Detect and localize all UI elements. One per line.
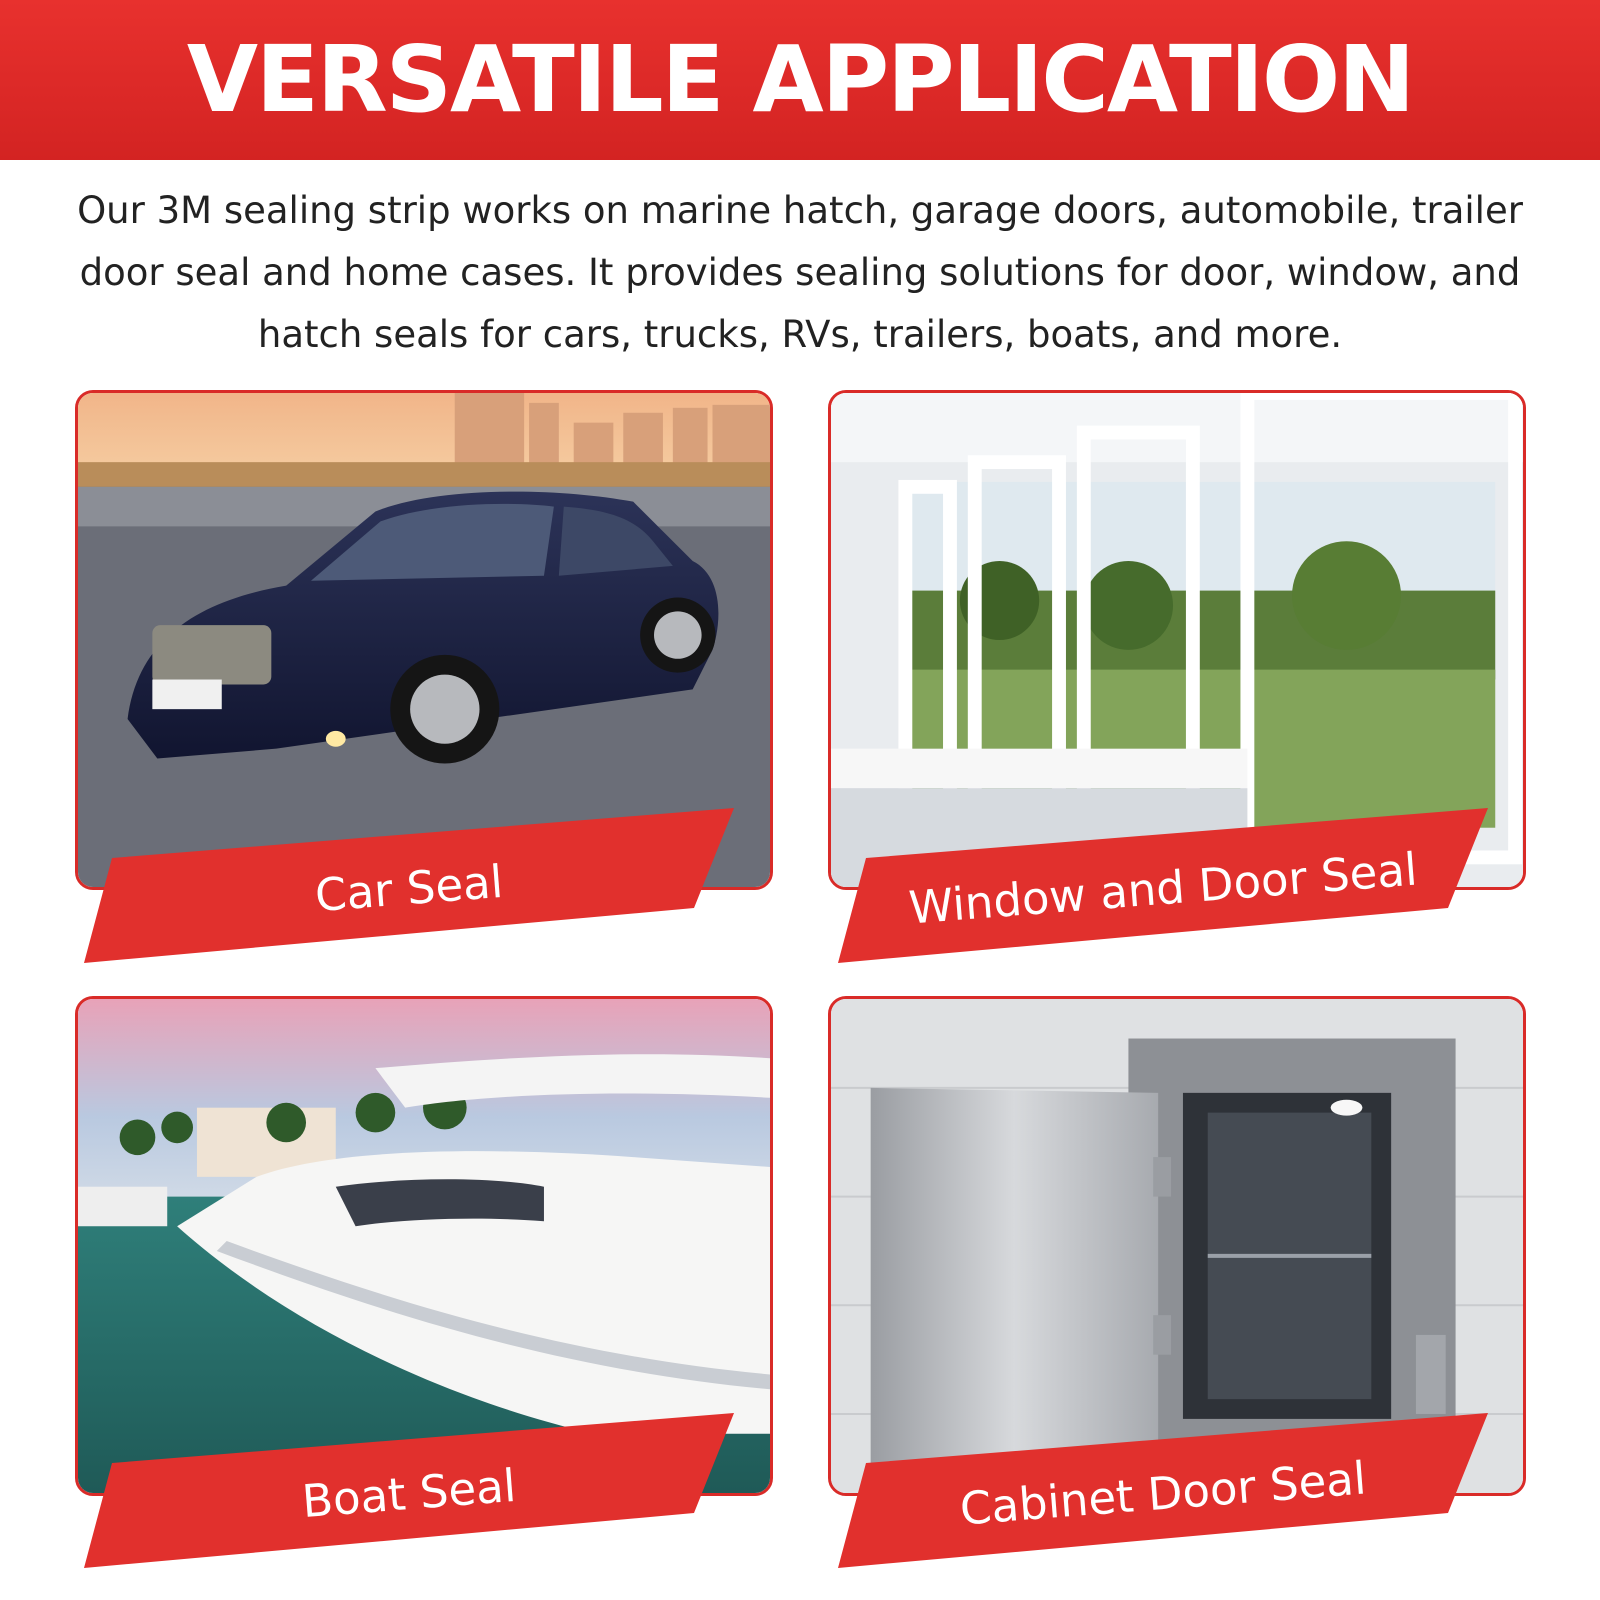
description-text: Our 3M sealing strip works on marine hatch, garage doors, automobile, trailer door seal and home cases. It provides sealing solutions for door, window, and hatch seals for cars, trucks, RVs, trailers, boats, and more. [77, 189, 1523, 356]
cabinet-door-seal-label: Cabinet Door Seal [958, 1450, 1368, 1536]
window-door-seal-label: Window and Door Seal [906, 842, 1420, 934]
page-title: VERSATILE APPLICATION [186, 26, 1414, 133]
boat-seal-label: Boat Seal [300, 1458, 518, 1528]
header-banner [0, 0, 1600, 160]
window-door-seal-ribbon [838, 808, 1488, 968]
cabinet-door-seal-ribbon [838, 1413, 1488, 1573]
car-seal-ribbon [84, 808, 734, 968]
boat-seal-ribbon [84, 1413, 734, 1573]
car-seal-label: Car Seal [313, 854, 505, 922]
